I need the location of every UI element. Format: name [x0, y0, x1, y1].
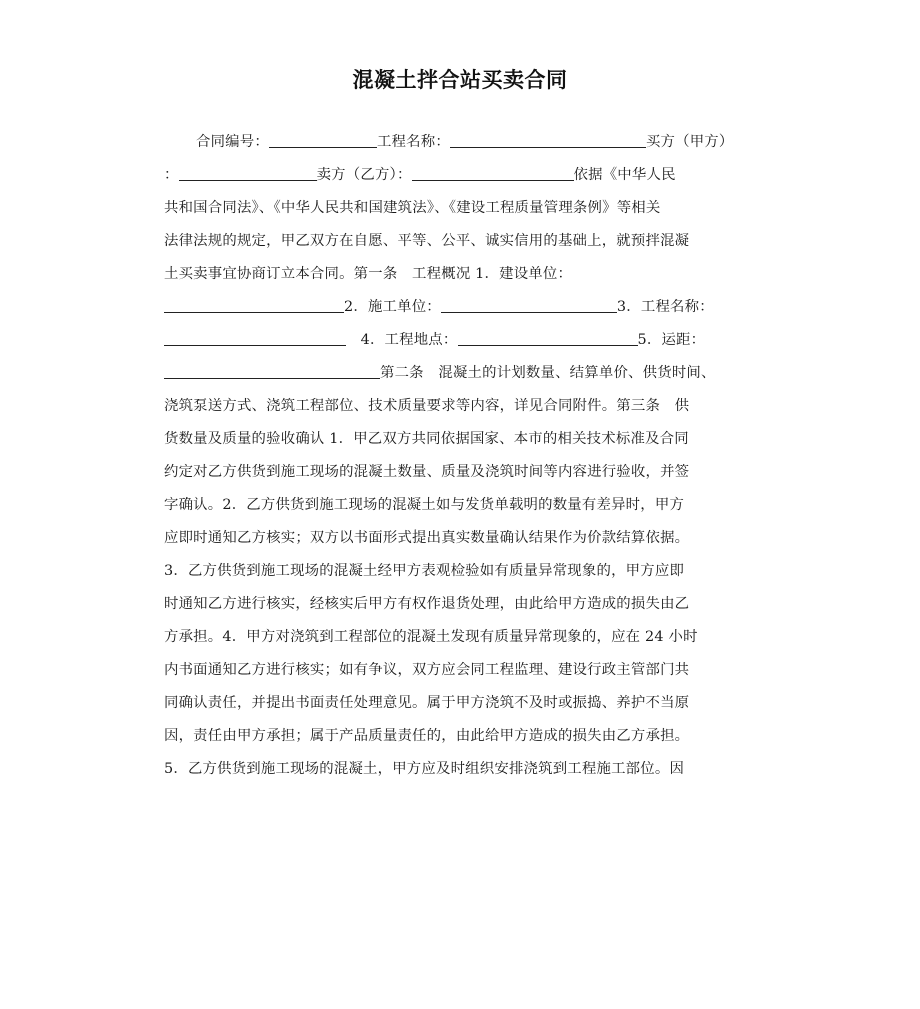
text-line: 共和国合同法》、《中华人民共和国建筑法》、《建设工程质量管理条例》等相关 — [164, 200, 661, 216]
text-line — [164, 291, 758, 324]
project-name-blank[interactable] — [450, 130, 646, 148]
text-line — [164, 159, 758, 192]
distance-blank[interactable] — [164, 361, 380, 379]
label-project-name-2: 3．工程名称： — [616, 299, 714, 315]
label-contract-number: 合同编号： — [196, 134, 269, 150]
text-line: 浇筑泵送方式、浇筑工程部位、技术质量要求等内容，详见合同附件。第三条 供 — [164, 398, 690, 414]
label-contractor: 2．施工单位： — [344, 299, 441, 315]
label-project-location: 4．工程地点： — [346, 332, 458, 348]
text-line: 方承担。4．甲方对浇筑到工程部位的混凝土发现有质量异常现象的，应在 24 小时 — [164, 629, 698, 645]
text-line: 字确认。2．乙方供货到施工现场的混凝土如与发货单载明的数量有差异时，甲方 — [164, 497, 685, 513]
text-line: 法律法规的规定，甲乙双方在自愿、平等、公平、诚实信用的基础上，就预拌混凝 — [164, 233, 690, 249]
project-location-blank[interactable] — [458, 328, 638, 346]
text-line: 应即时通知乙方核实；双方以书面形式提出真实数量确认结果作为价款结算依据。 — [164, 530, 690, 546]
text-line — [164, 357, 758, 390]
text-line — [164, 324, 758, 357]
text-line: 时通知乙方进行核实，经核实后甲方有权作退货处理，由此给甲方造成的损失由乙 — [164, 596, 690, 612]
document-title: 混凝土拌合站买卖合同 — [352, 68, 568, 92]
seller-blank[interactable] — [412, 163, 574, 181]
label-buyer: 买方（甲方） — [645, 134, 734, 150]
colon-text: ： — [164, 167, 179, 183]
project-name-2-blank[interactable] — [164, 328, 346, 346]
text-line: 内书面通知乙方进行核实；如有争议，双方应会同工程监理、建设行政主管部门共 — [164, 662, 690, 678]
basis-text: 依据《中华人民 — [573, 167, 676, 183]
label-distance: 5．运距： — [637, 332, 706, 348]
text-line: 因，责任由甲方承担；属于产品质量责任的，由此给甲方造成的损失由乙方承担。 — [164, 728, 690, 744]
text-line: 同确认责任，并提出书面责任处理意见。属于甲方浇筑不及时或振捣、养护不当原 — [164, 695, 690, 711]
text-line — [164, 126, 758, 159]
text-line: 3．乙方供货到施工现场的混凝土经甲方表观检验如有质量异常现象的，甲方应即 — [164, 563, 685, 579]
buyer-blank[interactable] — [179, 163, 317, 181]
label-seller: 卖方（乙方）： — [316, 167, 412, 183]
contractor-blank[interactable] — [441, 295, 617, 313]
contract-body — [164, 126, 758, 786]
construction-unit-blank[interactable] — [164, 295, 344, 313]
contract-number-blank[interactable] — [269, 130, 377, 148]
article-two-text: 第二条 混凝土的计划数量、结算单价、供货时间、 — [380, 365, 716, 381]
label-project-name: 工程名称： — [376, 134, 450, 150]
text-line: 5．乙方供货到施工现场的混凝土，甲方应及时组织安排浇筑到工程施工部位。因 — [164, 761, 685, 777]
text-line: 约定对乙方供货到施工现场的混凝土数量、质量及浇筑时间等内容进行验收，并签 — [164, 464, 690, 480]
text-line: 土买卖事宜协商订立本合同。第一条 工程概况 1．建设单位： — [164, 266, 573, 282]
text-line: 货数量及质量的验收确认 1．甲乙双方共同依据国家、本市的相关技术标准及合同 — [164, 431, 689, 447]
